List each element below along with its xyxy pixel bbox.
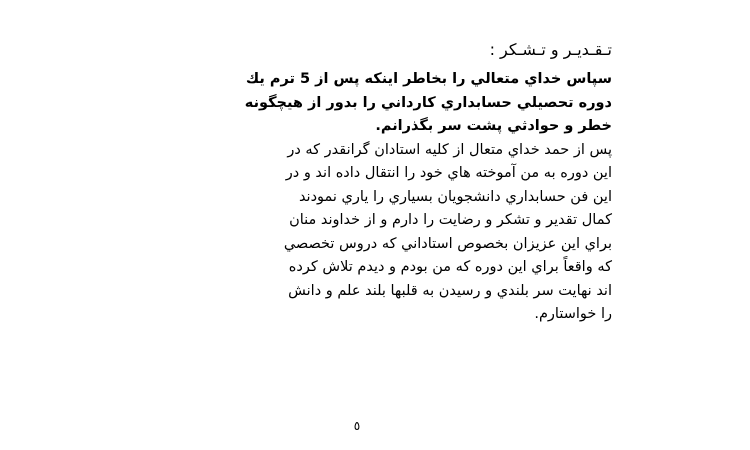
text-line: كمال تقدير و تشكر و رضايت را دارم و از خداوند منان [289,212,612,228]
text-line: براي اين عزيزان بخصوص استاداني كه دروس تخصصي [283,235,612,252]
text-line: پس از حمد خداي متعال از كليه استادان گرانقدر كه در [287,141,612,158]
text-line: سپاس خداي متعالي را بخاطر اينكه پس از 5 ترم يك [245,71,612,87]
text-line: خطر و حوادثي پشت سر بگذرانم. [375,118,612,134]
text-line: را خواستارم. [534,306,612,322]
text-line: دوره تحصيلي حسابداري كارداني را بدور از هيچگونه [244,94,612,111]
text-line: اين دوره به من آموخته هاي خود را انتقال داده اند و در [285,165,612,181]
paragraph-gratitude-to-god [112,68,612,139]
text-line: اند نهايت سر بلندي و رسيدن به قلبها بلند علم و دانش [288,282,612,299]
acknowledgement-heading: تـقـديـر و تـشـكر : [489,40,612,59]
acknowledgement-section [112,36,612,327]
text-line: كه واقعاً براي اين دوره كه من بودم و ديدم تلاش كرده [288,259,612,275]
page-number: ٥ [353,419,361,433]
text-line: اين فن حسابداري دانشجويان بسياري را ياري نمودند [298,188,612,205]
paragraph-thanks-to-professors [112,139,612,327]
